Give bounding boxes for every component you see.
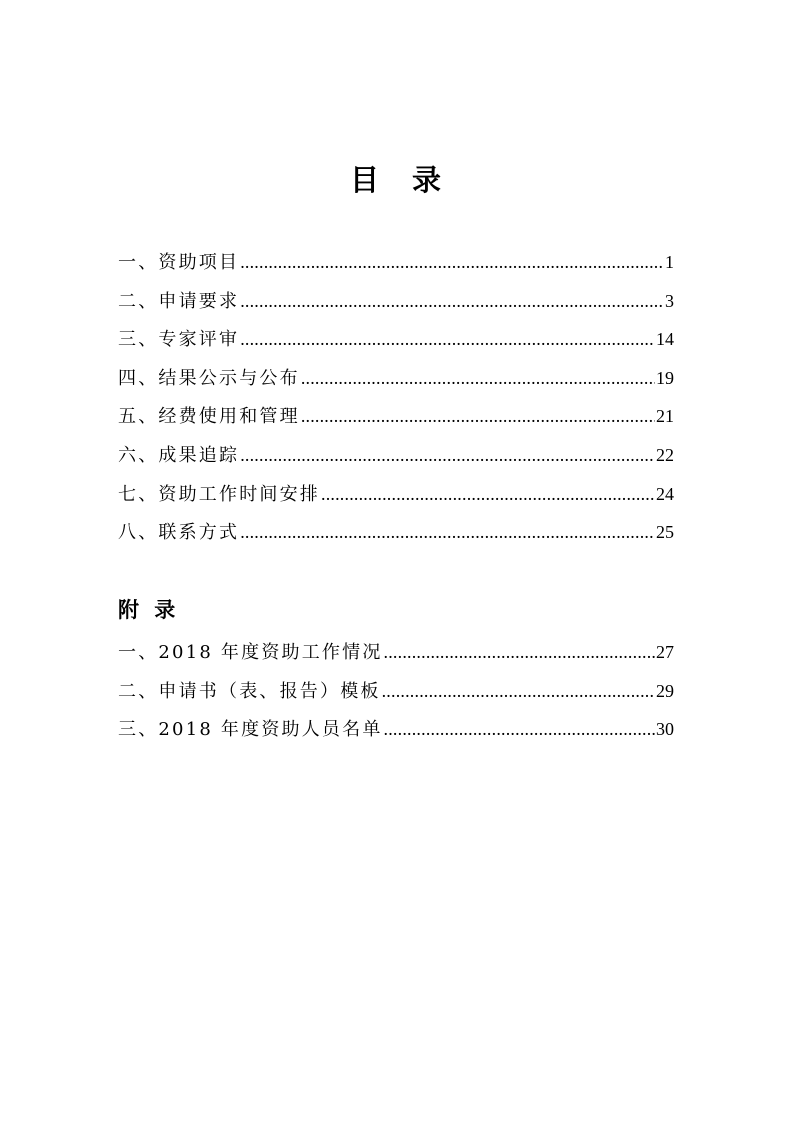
appendix-entry bbox=[118, 637, 674, 676]
appendix-entry bbox=[118, 676, 674, 715]
toc-entry-page: 14 bbox=[656, 329, 674, 350]
appendix-entry-label: 二、申请书（表、报告）模板 bbox=[118, 680, 381, 702]
toc-entry bbox=[118, 401, 674, 440]
appendix-contents bbox=[118, 637, 674, 753]
appendix-heading: 附 录 bbox=[118, 597, 180, 622]
toc-entry bbox=[118, 479, 674, 518]
toc-entry-label: 七、资助工作时间安排 bbox=[118, 483, 320, 505]
appendix-entry-page: 30 bbox=[656, 719, 674, 740]
appendix-entry bbox=[118, 714, 674, 753]
toc-entry-label: 五、经费使用和管理 bbox=[118, 406, 300, 428]
toc-dot-leader bbox=[382, 676, 655, 706]
toc-dot-leader bbox=[384, 714, 655, 744]
toc-dot-leader bbox=[301, 401, 655, 431]
toc-entry-label: 一、资助项目 bbox=[118, 252, 240, 273]
toc-dot-leader bbox=[240, 247, 664, 277]
appendix-entry-page: 29 bbox=[656, 680, 674, 701]
toc-entry bbox=[118, 286, 674, 325]
toc-entry-page: 21 bbox=[656, 406, 674, 427]
page-title: 目 录 bbox=[349, 163, 443, 197]
toc-entry bbox=[118, 324, 674, 363]
table-of-contents bbox=[118, 247, 674, 556]
toc-entry-label: 六、成果追踪 bbox=[118, 444, 240, 466]
toc-dot-leader bbox=[301, 363, 655, 393]
toc-entry bbox=[118, 440, 674, 479]
toc-dot-leader bbox=[240, 324, 655, 354]
toc-entry-page: 3 bbox=[665, 290, 674, 311]
toc-entry-page: 1 bbox=[665, 252, 674, 272]
toc-entry bbox=[118, 363, 674, 402]
appendix-entry-label: 三、2018 年度资助人员名单 bbox=[118, 719, 383, 741]
toc-entry-page: 24 bbox=[656, 483, 674, 504]
toc-entry-label: 二、申请要求 bbox=[118, 290, 240, 312]
toc-dot-leader bbox=[240, 286, 664, 316]
toc-entry-label: 四、结果公示与公布 bbox=[118, 367, 300, 389]
toc-entry-label: 八、联系方式 bbox=[118, 522, 240, 544]
toc-entry-page: 19 bbox=[656, 367, 674, 388]
toc-dot-leader bbox=[321, 479, 655, 509]
toc-entry-page: 22 bbox=[656, 444, 674, 465]
toc-dot-leader bbox=[240, 517, 655, 547]
toc-dot-leader bbox=[240, 440, 655, 470]
toc-entry bbox=[118, 517, 674, 556]
toc-entry bbox=[118, 247, 674, 286]
appendix-entry-label: 一、2018 年度资助工作情况 bbox=[118, 642, 383, 663]
toc-dot-leader bbox=[384, 637, 655, 667]
appendix-entry-page: 27 bbox=[656, 642, 674, 662]
toc-entry-page: 25 bbox=[656, 522, 674, 543]
toc-entry-label: 三、专家评审 bbox=[118, 329, 240, 351]
